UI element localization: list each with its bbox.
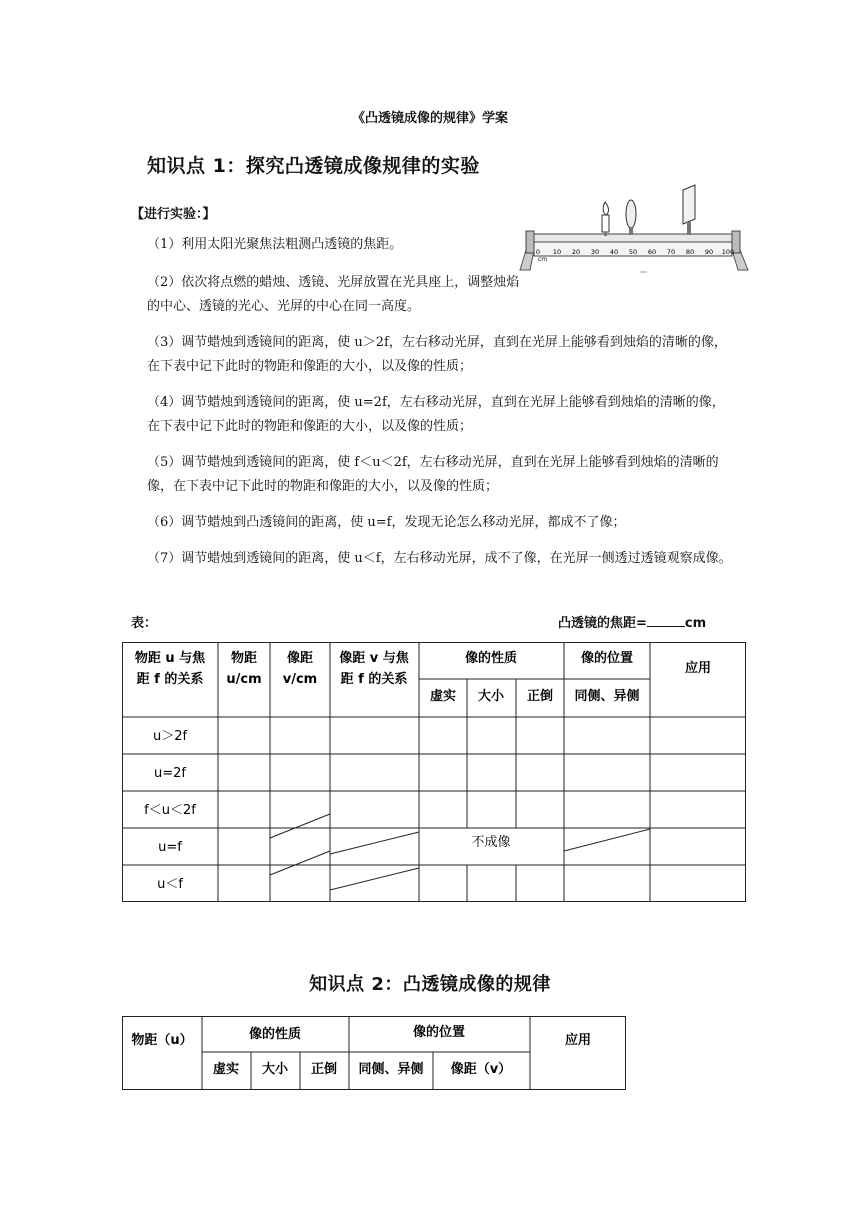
header-v-line1: 像距 — [286, 651, 314, 666]
screen-icon — [683, 185, 695, 235]
step-4: （4）调节蜡烛到透镜间的距离，使 u=2f，左右移动光屏，直到在光屏上能够看到烛焰的清晰的像，在下表中记下此时的物距和像距的大小，以及像的性质； — [147, 395, 725, 434]
header-real-virtual: 虚实 — [429, 689, 457, 704]
bench-tick-label: 60 — [647, 248, 657, 256]
bench-tick-label: 100 — [721, 248, 735, 256]
bench-tick-label: 30 — [590, 248, 600, 256]
step-1: （1）利用太阳光聚焦法粗测凸透镜的焦距。 — [147, 237, 403, 252]
bench-tick-label: 80 — [685, 248, 695, 256]
bench-tick-label: 20 — [571, 248, 581, 256]
header-position: 像的位置 — [580, 651, 634, 666]
section2-title: 知识点 2：凸透镜成像的规律 — [309, 974, 551, 995]
step-2: （2）依次将点燃的蜡烛、透镜、光屏放置在光具座上，调整烛焰的中心、透镜的光心、光屏的中心在同一高度。 — [147, 275, 520, 314]
bench-tick-label: 70 — [666, 248, 676, 256]
t2-header-size: 大小 — [261, 1062, 289, 1077]
t2-header-side: 同侧、异侧 — [358, 1062, 424, 1077]
focal-length-label: 凸透镜的焦距= — [558, 616, 647, 631]
t2-header-orientation: 正倒 — [310, 1062, 338, 1077]
header-relation-u-line2: 距 f 的关系 — [136, 672, 204, 687]
experiment-table — [122, 642, 748, 904]
experiment-label: 【进行实验：】 — [131, 207, 216, 222]
focal-length-field — [558, 612, 706, 631]
header-u-line2: u/cm — [226, 672, 262, 687]
t2-header-position: 像的位置 — [412, 1025, 466, 1040]
bench-tick-label: 10 — [552, 248, 562, 256]
t2-header-nature: 像的性质 — [248, 1027, 302, 1042]
header-relation-u-line1: 物距 u 与焦 — [134, 651, 206, 666]
t2-header-u: 物距（u） — [131, 1033, 193, 1048]
bench-tick-label: 90 — [704, 248, 714, 256]
bench-tick-label: 40 — [609, 248, 619, 256]
optical-bench-illustration — [518, 182, 750, 282]
focal-length-unit: cm — [684, 616, 707, 631]
step-6: （6）调节蜡烛到凸透镜间的距离，使 u=f，发现无论怎么移动光屏，都成不了像； — [147, 515, 626, 530]
row-label-f-lt-u-lt-2f: f＜u＜2f — [144, 803, 196, 818]
header-size: 大小 — [477, 689, 505, 704]
bench-left-post — [526, 231, 534, 253]
t2-header-application: 应用 — [564, 1033, 592, 1048]
t2-header-real-virtual: 虚实 — [212, 1062, 240, 1077]
candle-icon — [602, 202, 609, 236]
row-label-u-eq-f: u=f — [158, 840, 182, 855]
row-label-u-eq-2f: u=2f — [154, 766, 186, 781]
step-7: （7）调节蜡烛到透镜间的距离，使 u＜f，左右移动光屏，成不了像，在光屏一侧透过透镜观察成像。 — [147, 551, 732, 566]
rules-table — [122, 1016, 628, 1092]
header-relation-v-line2: 距 f 的关系 — [340, 672, 408, 687]
bench-tick-label: 50 — [628, 248, 638, 256]
lens-icon — [626, 200, 636, 235]
table-label: 表： — [131, 616, 158, 631]
header-side: 同侧、异侧 — [574, 689, 640, 704]
step-3: （3）调节蜡烛到透镜间的距离，使 u＞2f，左右移动光屏，直到在光屏上能够看到烛焰的清晰的像，在下表中记下此时的物距和像距的大小，以及像的性质； — [147, 335, 727, 374]
header-u-line1: 物距 — [230, 651, 258, 666]
header-v-line2: v/cm — [282, 672, 318, 687]
bench-unit: cm — [538, 256, 548, 263]
header-orientation: 正倒 — [526, 689, 554, 704]
row-label-u-gt-2f: u＞2f — [152, 729, 188, 744]
header-relation-v-line1: 像距 v 与焦 — [339, 651, 409, 666]
bench-bar — [534, 234, 732, 242]
no-image-text: 不成像 — [471, 835, 511, 850]
header-nature: 像的性质 — [464, 651, 518, 666]
bench-tick-label: 0 — [535, 248, 541, 256]
header-application: 应用 — [684, 661, 712, 676]
step-5: （5）调节蜡烛到透镜间的距离，使 f＜u＜2f，左右移动光屏，直到在光屏上能够看到烛焰的清晰的像，在下表中记下此时的物距和像距的大小，以及像的性质； — [147, 455, 719, 494]
t2-header-v: 像距（v） — [450, 1062, 512, 1077]
section1-title: 知识点 1：探究凸透镜成像规律的实验 — [147, 155, 480, 177]
document-title: 《凸透镜成像的规律》学案 — [351, 111, 508, 126]
focal-length-blank[interactable] — [647, 614, 685, 627]
row-label-u-lt-f: u＜f — [157, 877, 183, 892]
